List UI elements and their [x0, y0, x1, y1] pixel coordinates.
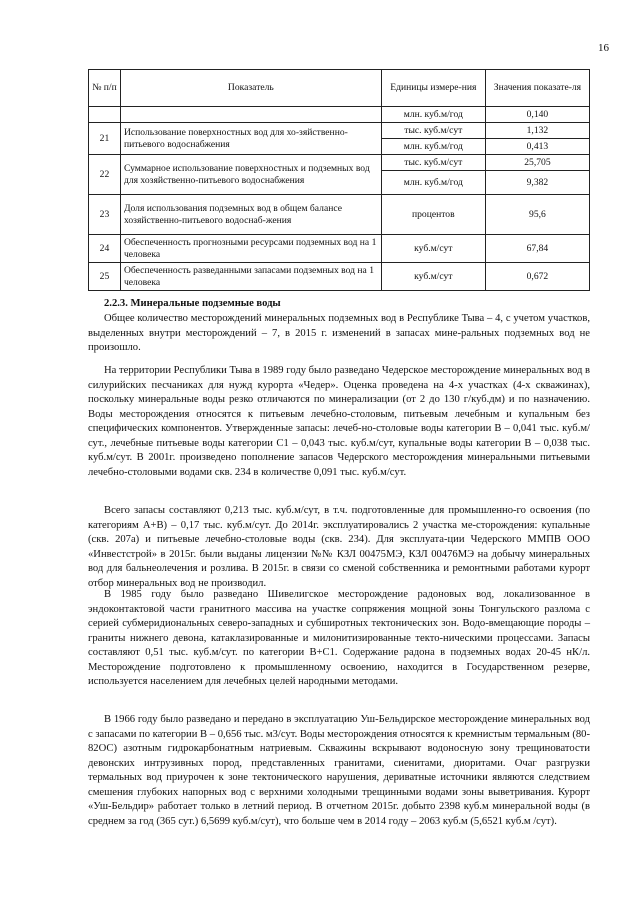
paragraph: В 1966 году было разведано и передано в эксплуатацию Уш-Бельдирское месторождение минеральных вод с запасами по категории В – 0,656 тыс. м3/сут. Воды месторождения относятся к кремнистым термальным (80-82ОС) азотным гидрокарбонатным натриевым. Скважины вскрывают водоносную зону трещиноватости девонских интрузивных пород, представленных гранитами, сиенитами, диоритами. Очаг разгрузки термальных вод приурочен к зоне тектонического нарушения, дериватные источники являются следствием смешения глубоких напорных вод с верхними холодными трещинными водами зоны выветривания. Курорт «Уш-Бельдир» работает только в летний период. В отчетном 2015г. добыто 2398 куб.м минеральной воды (в среднем за год (365 сут.) 6,5699 куб.м/сут), что больше чем в 2014 году – 2063 куб.м (5,6521 куб.м /сут).	[88, 714, 591, 827]
row-value: 67,84	[485, 235, 589, 263]
table-row	[89, 195, 590, 235]
paragraph: На территории Республики Тыва в 1989 году было разведано Чедерское месторождение минеральных вод в силурийских песчаниках для нужд курорта «Чедер». Оценка проведена на 4-х участках (4-х скважинах), поскольку минеральные воды резко отличаются по минерализации (от 2 до 130 г/куб.дм) и по назначению. Воды месторождения относятся к питьевым лечебно-столовым, питьевым лечебным и купальным без специфических компонентов. Утвержденные запасы: лечеб-но-столовые воды категории В – 0,041 тыс. куб.м/сут., лечебные питьевые воды категории С1 – 0,043 тыс. куб.м/сут, купальные воды категории В – 0,038 тыс. куб.м/сут. В 2001г. произведено пополнение запасов Чедерского месторождения минеральными питьевыми лечебно-столовыми водами скв. 234 в количестве 0,091 тыс. куб.м/сут.	[88, 365, 590, 478]
header-number: № п/п	[89, 70, 121, 107]
row-number: 21	[89, 123, 121, 155]
row-value: 0,413	[485, 139, 589, 155]
row-unit: тыс. куб.м/сут	[381, 123, 485, 139]
row-value: 95,6	[485, 195, 589, 235]
table-row	[89, 263, 590, 291]
row-unit: куб.м/сут	[381, 263, 485, 291]
row-unit: тыс. куб.м/сут	[381, 155, 485, 171]
header-value: Значения показате-ля	[485, 70, 589, 107]
row-value: 0,140	[485, 107, 589, 123]
paragraph-block	[88, 588, 590, 690]
row-value: 0,672	[485, 263, 589, 291]
row-indicator	[120, 107, 381, 123]
header-unit: Единицы измере-ния	[381, 70, 485, 107]
table-row	[89, 235, 590, 263]
row-number: 24	[89, 235, 121, 263]
table-row	[89, 107, 590, 123]
section-title: 2.2.3. Минеральные подземные воды	[104, 298, 281, 309]
table-row	[89, 123, 590, 139]
header-indicator: Показатель	[120, 70, 381, 107]
row-number: 23	[89, 195, 121, 235]
paragraph-block	[88, 364, 590, 480]
paragraph: Общее количество месторождений минеральных подземных вод в Республике Тыва – 4, с учетом участков, выделенных внутри месторождений – 7, в 2015 г. изменений в запасах мине-ральных подземных вод не произошло.	[88, 313, 590, 353]
table-header-row	[89, 70, 590, 107]
row-number	[89, 107, 121, 123]
paragraph: В 1985 году было разведано Шивелигское месторождение радоновых вод, локализованное в эндоконтактовой части гранитного массива на участке сопряжения мощной зоны Тонгульского разлома с серией субмеридиональных северо-западных и субширотных тектонических зон. Водо-вмещающие породы – граниты нижнего девона, катаклазированные и милонитизированные текто-ническими процессами. Запасы составляют 0,51 тыс. куб.м/сут. по категории В+С1. Содержание радона в подземных водах 20-45 нК/л. Месторождение подготовлено к промышленному освоению, находится в Государственном резерве, используется населением для лечебных целей народными методами.	[88, 589, 590, 687]
row-value: 25,705	[485, 155, 589, 171]
row-indicator: Использование поверхностных вод для хо-зяйственно-питьевого водоснабжения	[120, 123, 381, 155]
indicators-table	[88, 69, 590, 291]
paragraph-block	[88, 504, 590, 591]
row-indicator: Суммарное использование поверхностных и подземных вод для хозяйственно-питьевого водоснабжения	[120, 155, 381, 195]
row-value: 1,132	[485, 123, 589, 139]
paragraph-block	[88, 713, 590, 829]
row-number: 25	[89, 263, 121, 291]
row-unit: куб.м/сут	[381, 235, 485, 263]
row-unit: млн. куб.м/год	[381, 171, 485, 195]
page-number: 16	[598, 42, 609, 54]
row-indicator: Обеспеченность разведанными запасами подземных вод на 1 человека	[120, 263, 381, 291]
row-number: 22	[89, 155, 121, 195]
row-unit: процентов	[381, 195, 485, 235]
row-indicator: Обеспеченность прогнозными ресурсами подземных вод на 1 человека	[120, 235, 381, 263]
paragraph-block	[88, 312, 590, 356]
row-unit: млн. куб.м/год	[381, 139, 485, 155]
row-unit: млн. куб.м/год	[381, 107, 485, 123]
row-indicator: Доля использования подземных вод в общем балансе хозяйственно-питьевого водоснаб-жения	[120, 195, 381, 235]
table-row	[89, 155, 590, 171]
paragraph: Всего запасы составляют 0,213 тыс. куб.м/сут, в т.ч. подготовленные для промышленно-го освоения (по категориям А+В) – 0,17 тыс. куб.м/сут. До 2014г. эксплуатировались 2 участка ме-сторождения: купальные (скв. 207а) и питьевые лечебно-столовые воды (скв. 234). Для эксплуата-ции Чедерского ММПВ ООО «Инвестстрой» в 2015г. были выданы лицензии №№ КЗЛ 00475МЭ, КЗЛ 00476МЭ на добычу минеральных вод для бальнеолечения и розлива. В 2015г. в связи со сменой собственника и ремонтными работами курорт отбор минеральных вод не производил.	[88, 505, 590, 589]
row-value: 9,382	[485, 171, 589, 195]
